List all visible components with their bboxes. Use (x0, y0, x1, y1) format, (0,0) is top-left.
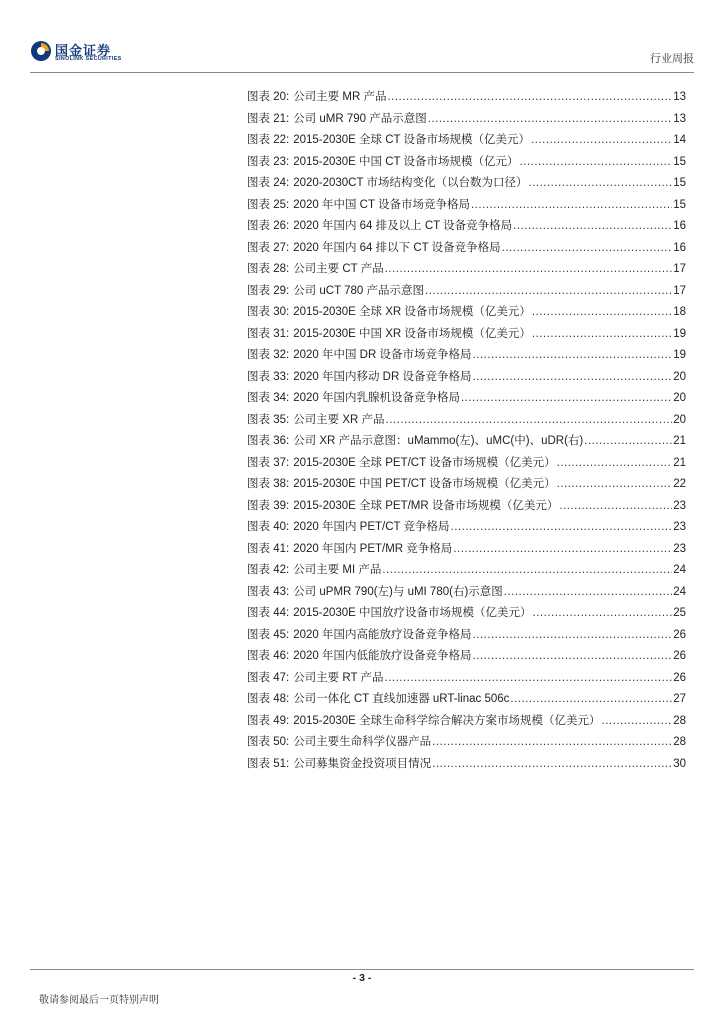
toc-entry-title: 2015-2030E 全球 PET/CT 设备市场规模（亿美元） (293, 456, 556, 469)
toc-dot-leader (386, 414, 673, 426)
toc-entry-title: 公司主要 MI 产品 (293, 564, 382, 576)
toc-entry-number: 图表 42: (247, 564, 290, 576)
toc-dot-leader (584, 435, 672, 447)
toc-dot-leader (510, 693, 672, 705)
toc-entry-title: 公司 XR 产品示意图：uMammo(左)、uMC(中)、uDR(右) (293, 435, 584, 447)
toc-entry-title: 公司 uMR 790 产品示意图 (293, 112, 427, 125)
toc-entry-number: 图表 47: (247, 671, 290, 684)
toc-entry-page: 23 (673, 542, 686, 555)
toc-entry-number: 图表 51: (247, 757, 290, 770)
toc-entry-title: 2015-2030E 全球 XR 设备市场规模（亿美元） (293, 306, 531, 318)
toc-entry-page: 17 (673, 284, 686, 297)
toc-entry[interactable] (247, 755, 686, 777)
toc-entry-page: 23 (673, 499, 686, 512)
toc-entry-title: 2020 年国内乳腺机设备竞争格局 (293, 392, 460, 404)
logo-english-name: SINOLINK SECURITIES (55, 56, 122, 62)
toc-entry-number: 图表 34: (247, 392, 290, 404)
toc-entry-number: 图表 41: (247, 542, 290, 555)
toc-entry[interactable] (247, 583, 686, 605)
page-number: - 3 - (352, 972, 372, 984)
toc-entry-title: 公司主要生命科学仪器产品 (293, 736, 432, 748)
toc-dot-leader (432, 758, 672, 770)
toc-entry-number: 图表 48: (247, 693, 290, 705)
toc-entry[interactable] (247, 432, 686, 454)
toc-entry-title: 2015-2030E 中国 CT 设备市场规模（亿元） (293, 155, 519, 168)
toc-entry-number: 图表 26: (247, 220, 290, 232)
toc-entry-number: 图表 31: (247, 327, 290, 340)
toc-entry[interactable] (247, 626, 686, 648)
toc-entry[interactable] (247, 389, 686, 411)
toc-entry[interactable] (247, 325, 686, 347)
toc-entry[interactable] (247, 196, 686, 218)
toc-entry-page: 27 (673, 693, 686, 705)
toc-dot-leader (602, 715, 673, 727)
logo-chinese-name: 国金证券 (55, 43, 112, 58)
toc-entry-number: 图表 49: (247, 714, 290, 727)
toc-dot-leader (532, 328, 672, 340)
toc-entry-number: 图表 22: (247, 134, 290, 146)
toc-entry-number: 图表 39: (247, 499, 290, 512)
toc-entry[interactable] (247, 647, 686, 669)
toc-entry-page: 13 (673, 112, 686, 125)
toc-entry-page: 19 (673, 349, 686, 361)
toc-entry-page: 18 (673, 306, 686, 318)
toc-entry[interactable] (247, 454, 686, 476)
toc-entry[interactable] (247, 131, 686, 153)
toc-entry-title: 2015-2030E 全球 PET/MR 设备市场规模（亿美元） (293, 499, 559, 512)
toc-entry[interactable] (247, 239, 686, 261)
toc-entry-number: 图表 40: (247, 521, 290, 533)
toc-entry[interactable] (247, 174, 686, 196)
toc-entry-page: 20 (673, 413, 686, 426)
toc-entry-title: 2020 年国内高能放疗设备竞争格局 (293, 628, 472, 641)
toc-entry-number: 图表 32: (247, 349, 290, 361)
toc-dot-leader (520, 156, 673, 168)
toc-entry-number: 图表 43: (247, 585, 290, 598)
toc-entry-title: 公司主要 RT 产品 (293, 671, 384, 684)
toc-dot-leader (472, 371, 672, 383)
logo-emblem-icon (30, 40, 52, 62)
toc-entry-title: 公司 uCT 780 产品示意图 (293, 284, 424, 297)
toc-dot-leader (502, 242, 673, 254)
toc-dot-leader (451, 521, 673, 533)
toc-dot-leader (559, 500, 672, 512)
header-divider (30, 72, 694, 73)
toc-entry-page: 20 (673, 370, 686, 383)
toc-entry-number: 图表 33: (247, 370, 290, 383)
toc-dot-leader (461, 392, 672, 404)
toc-entry[interactable] (247, 217, 686, 239)
toc-entry-title: 公司主要 CT 产品 (293, 263, 384, 275)
toc-entry-page: 22 (673, 478, 686, 490)
toc-entry-title: 2015-2030E 全球生命科学综合解决方案市场规模（亿美元） (293, 714, 601, 727)
toc-entry-page: 15 (673, 177, 686, 189)
toc-entry-title: 公司募集资金投资项目情况 (293, 757, 432, 770)
toc-dot-leader (557, 457, 673, 469)
toc-entry-page: 19 (673, 327, 686, 340)
toc-entry-page: 21 (673, 456, 686, 469)
toc-dot-leader (385, 672, 673, 684)
toc-entry-title: 2015-2030E 中国 PET/CT 设备市场规模（亿美元） (293, 478, 556, 490)
toc-entry-number: 图表 29: (247, 284, 290, 297)
toc-entry[interactable] (247, 411, 686, 433)
toc-entry-title: 2020 年中国 CT 设备市场竞争格局 (293, 198, 470, 211)
footer-disclaimer: 敬请参阅最后一页特别声明 (39, 995, 159, 1006)
toc-entry-page: 15 (673, 198, 686, 211)
toc-entry-page: 24 (673, 564, 686, 576)
toc-entry[interactable] (247, 669, 686, 691)
toc-entry-page: 20 (673, 392, 686, 404)
toc-entry[interactable] (247, 604, 686, 626)
toc-entry-number: 图表 37: (247, 456, 290, 469)
company-logo (30, 40, 140, 66)
toc-dot-leader (532, 306, 672, 318)
toc-entry[interactable] (247, 733, 686, 755)
toc-entry-number: 图表 44: (247, 607, 290, 619)
toc-entry[interactable] (247, 260, 686, 282)
toc-entry[interactable] (247, 690, 686, 712)
toc-entry-page: 14 (673, 134, 686, 146)
toc-entry[interactable] (247, 497, 686, 519)
toc-entry[interactable] (247, 153, 686, 175)
toc-entry[interactable] (247, 475, 686, 497)
toc-entry-title: 公司主要 MR 产品 (293, 91, 387, 103)
toc-entry-number: 图表 38: (247, 478, 290, 490)
toc-entry-number: 图表 46: (247, 650, 290, 662)
toc-entry-title: 公司主要 XR 产品 (293, 413, 385, 426)
figure-index-list (247, 88, 686, 776)
toc-dot-leader (472, 349, 672, 361)
toc-dot-leader (531, 134, 672, 146)
toc-entry[interactable] (247, 712, 686, 734)
toc-dot-leader (425, 285, 672, 297)
toc-entry-number: 图表 28: (247, 263, 290, 275)
toc-entry-title: 2015-2030E 全球 CT 设备市场规模（亿美元） (293, 134, 531, 146)
toc-dot-leader (504, 586, 672, 598)
toc-entry[interactable] (247, 282, 686, 304)
toc-entry-page: 24 (673, 585, 686, 598)
page-header (30, 38, 694, 68)
toc-entry-title: 2020 年国内 PET/CT 竞争格局 (293, 521, 450, 533)
toc-entry-number: 图表 30: (247, 306, 290, 318)
toc-dot-leader (557, 478, 673, 490)
toc-entry-page: 26 (673, 671, 686, 684)
toc-entry-page: 15 (673, 155, 686, 168)
toc-entry[interactable] (247, 368, 686, 390)
report-type-label: 行业周报 (650, 53, 694, 65)
toc-entry-number: 图表 25: (247, 198, 290, 211)
toc-entry-page: 13 (673, 91, 686, 103)
toc-entry-title: 2020 年国内移动 DR 设备竞争格局 (293, 370, 472, 383)
toc-entry[interactable] (247, 346, 686, 368)
toc-entry-number: 图表 24: (247, 177, 290, 189)
toc-entry-number: 图表 21: (247, 112, 290, 125)
toc-entry-title: 2020 年国内 PET/MR 竞争格局 (293, 542, 453, 555)
toc-entry-title: 2020 年国内低能放疗设备竞争格局 (293, 650, 472, 662)
toc-entry-page: 26 (673, 650, 686, 662)
toc-entry-page: 17 (673, 263, 686, 275)
toc-entry-number: 图表 23: (247, 155, 290, 168)
toc-dot-leader (432, 736, 672, 748)
toc-dot-leader (428, 113, 672, 125)
toc-entry-number: 图表 27: (247, 241, 290, 254)
toc-entry[interactable] (247, 88, 686, 110)
toc-dot-leader (471, 199, 672, 211)
toc-entry-number: 图表 45: (247, 628, 290, 641)
toc-entry-page: 16 (673, 220, 686, 232)
toc-entry-title: 2020 年中国 DR 设备市场竞争格局 (293, 349, 472, 361)
toc-entry-title: 2015-2030E 中国 XR 设备市场规模（亿美元） (293, 327, 531, 340)
toc-entry[interactable] (247, 518, 686, 540)
toc-entry[interactable] (247, 561, 686, 583)
toc-entry-page: 23 (673, 521, 686, 533)
toc-entry-title: 2020 年国内 64 排以下 CT 设备竞争格局 (293, 241, 501, 254)
toc-dot-leader (529, 177, 673, 189)
toc-entry-number: 图表 50: (247, 736, 290, 748)
toc-entry-page: 16 (673, 241, 686, 254)
toc-dot-leader (387, 91, 672, 103)
toc-entry[interactable] (247, 303, 686, 325)
toc-entry-page: 21 (673, 435, 686, 447)
toc-entry-title: 公司 uPMR 790(左)与 uMI 780(右)示意图 (293, 585, 503, 598)
toc-dot-leader (513, 220, 672, 232)
toc-dot-leader (453, 543, 672, 555)
toc-entry-page: 26 (673, 628, 686, 641)
toc-entry[interactable] (247, 110, 686, 132)
toc-entry-title: 公司一体化 CT 直线加速器 uRT-linac 506c (293, 693, 510, 705)
toc-entry-title: 2020 年国内 64 排及以上 CT 设备竞争格局 (293, 220, 513, 232)
toc-entry-title: 2020-2030CT 市场结构变化（以台数为口径） (293, 177, 528, 189)
toc-dot-leader (382, 564, 672, 576)
toc-entry-page: 28 (673, 714, 686, 727)
toc-dot-leader (472, 629, 672, 641)
toc-entry-page: 25 (673, 607, 686, 619)
toc-entry-number: 图表 35: (247, 413, 290, 426)
toc-entry-title: 2015-2030E 中国放疗设备市场规模（亿美元） (293, 607, 532, 619)
toc-entry-number: 图表 36: (247, 435, 290, 447)
toc-entry-number: 图表 20: (247, 91, 290, 103)
toc-dot-leader (533, 607, 673, 619)
footer-divider (30, 969, 694, 970)
toc-entry-page: 28 (673, 736, 686, 748)
toc-dot-leader (472, 650, 672, 662)
toc-entry-page: 30 (673, 757, 686, 770)
toc-entry[interactable] (247, 540, 686, 562)
toc-dot-leader (385, 263, 673, 275)
